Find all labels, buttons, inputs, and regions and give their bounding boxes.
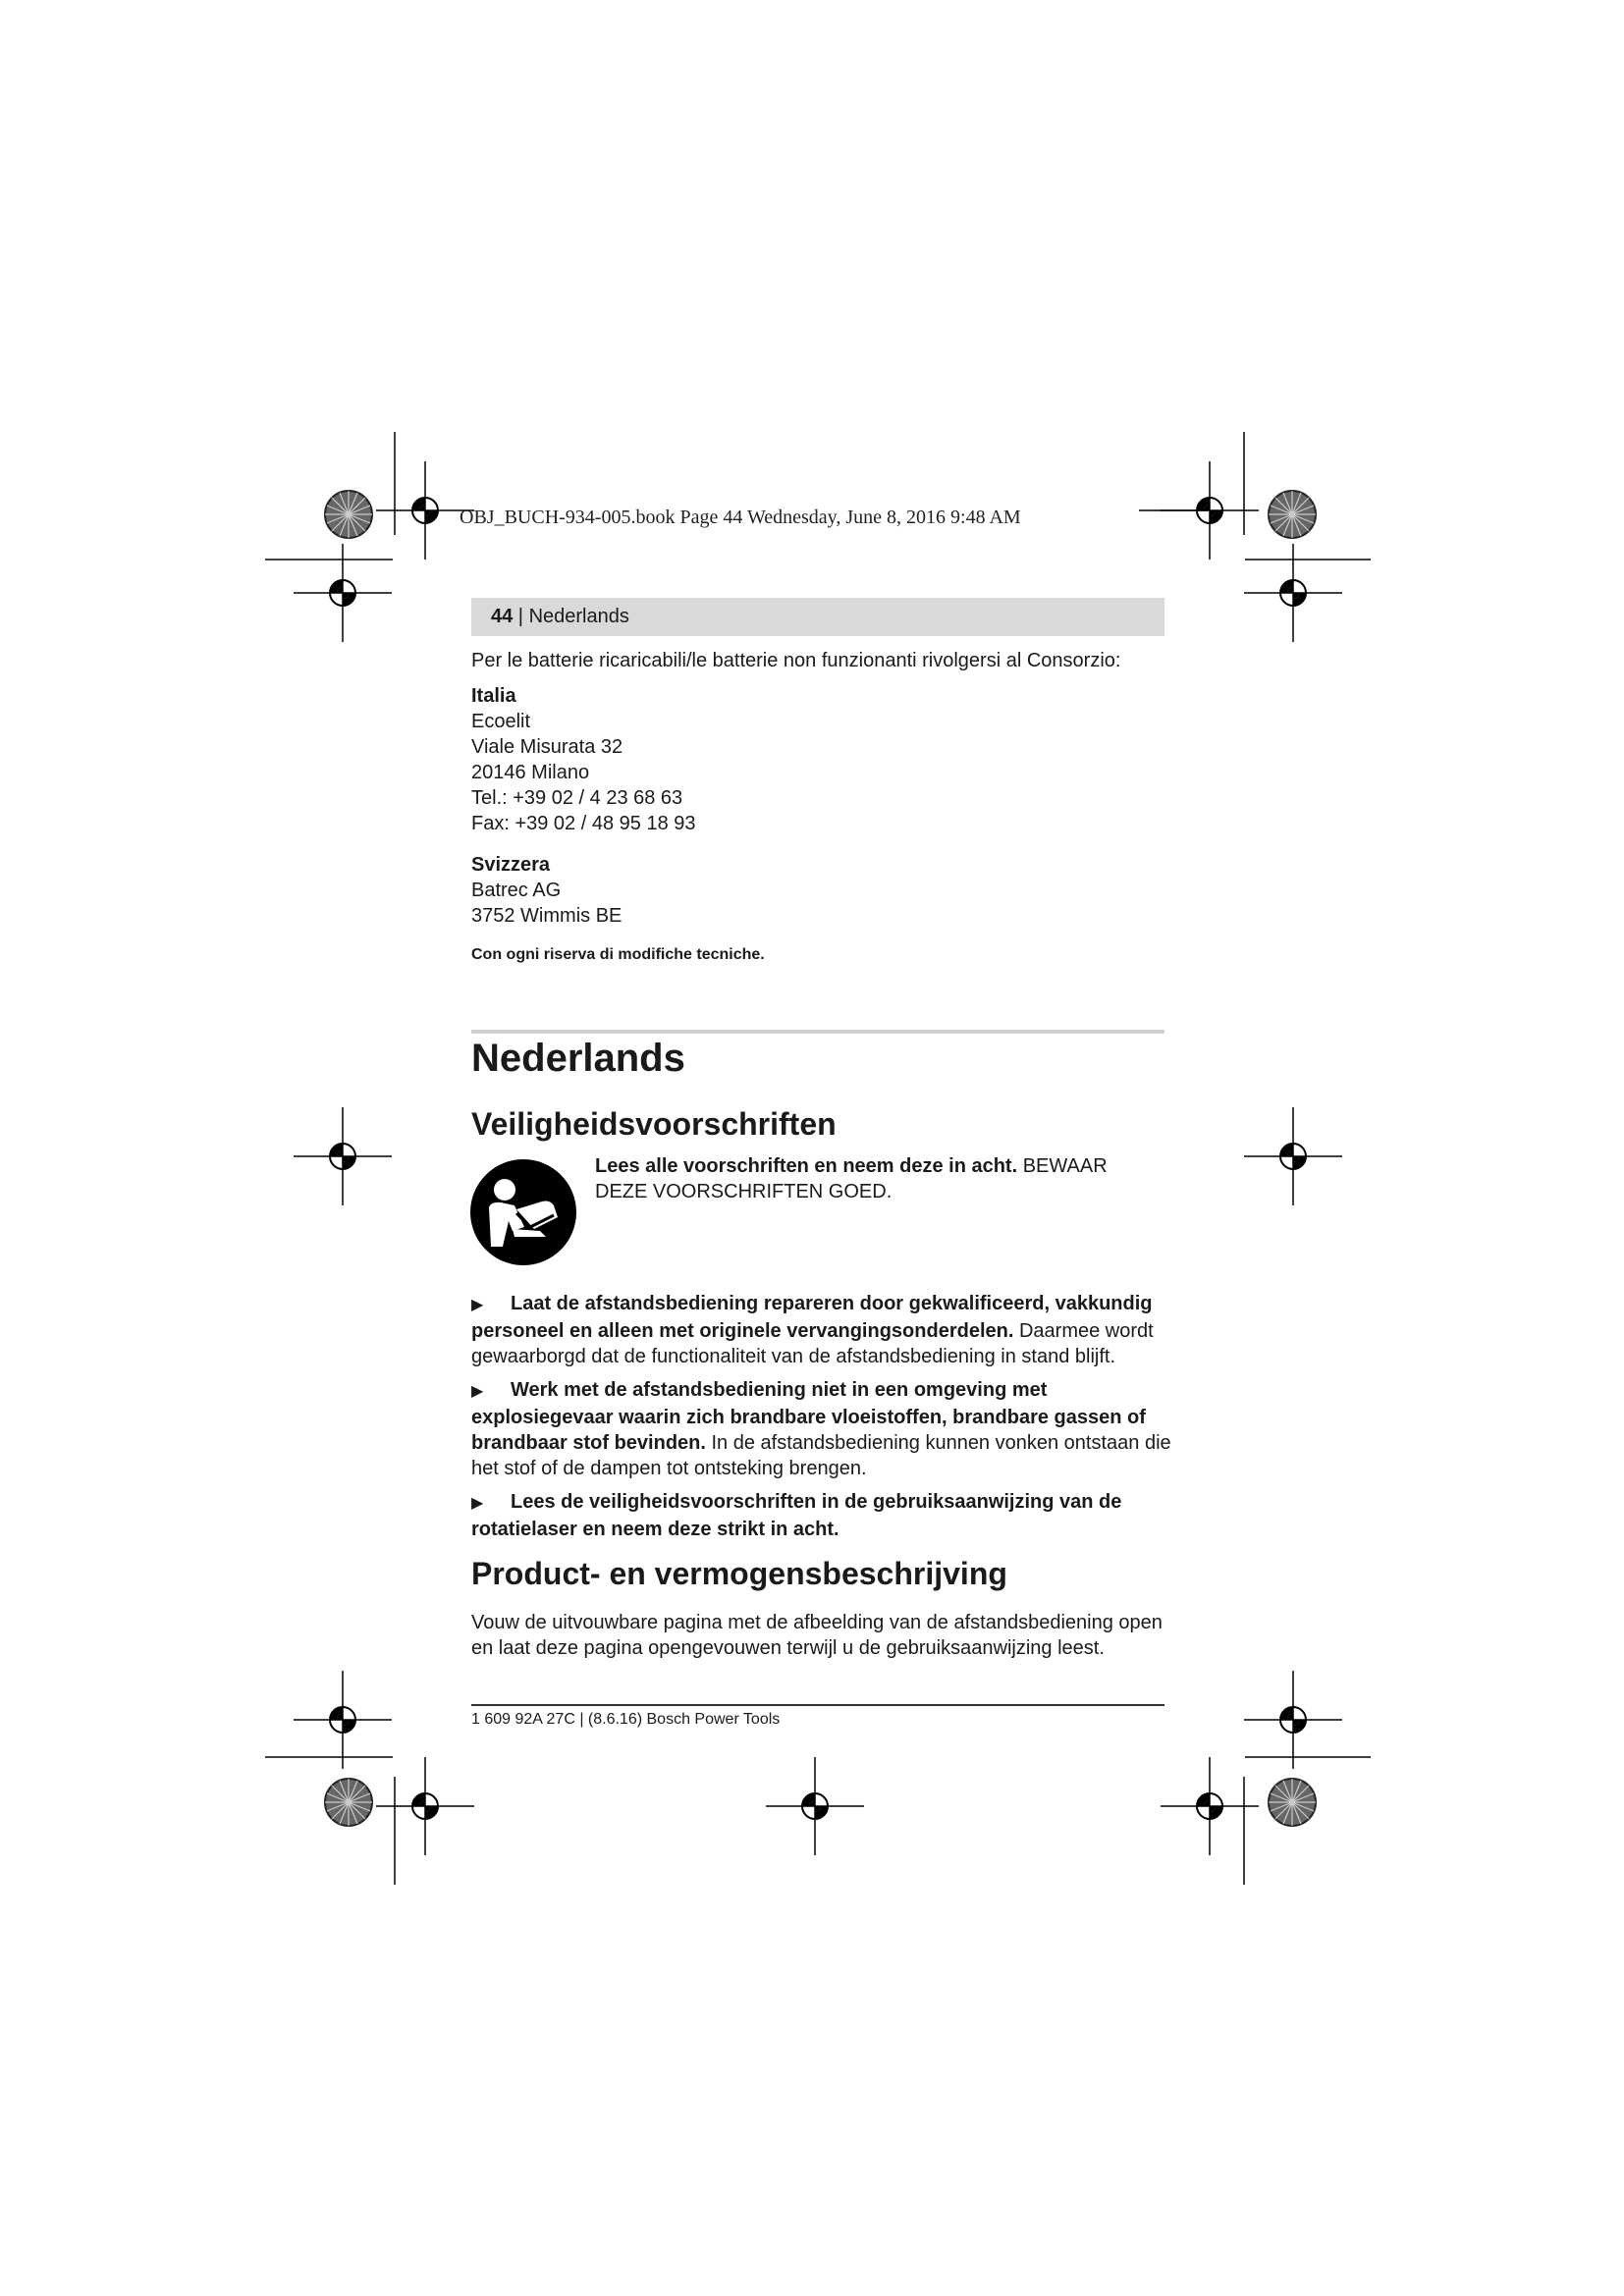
safety-bullet-list — [471, 1291, 1183, 1550]
safety-heading: Veiligheidsvoorschriften — [471, 1106, 837, 1142]
bullet-arrow-icon: ▶ — [471, 1383, 484, 1400]
read-instructions-rest: BEWAAR DEZE VOORSCHRIFTEN GOED. — [595, 1155, 1108, 1202]
bullet-rest: In de afstandsbediening kunnen vonken ontstaan die het stof of de dampen tot ontsteking brengen. — [471, 1432, 1171, 1479]
address-line: Viale Misurata 32 — [471, 736, 623, 758]
page-header — [471, 598, 1164, 636]
page-number: 44 — [491, 606, 514, 627]
list-item — [471, 1489, 1183, 1542]
intro-text: Per le batterie ricaricabili/le batterie non funzionanti rivolgersi al Consorzio: — [471, 650, 1121, 671]
address-line: Tel.: +39 02 / 4 23 68 63 — [471, 787, 683, 809]
list-item — [471, 1377, 1183, 1481]
address-line: Batrec AG — [471, 880, 562, 901]
bullet-bold: Werk met de afstandsbediening niet in een omgeving met explosiegevaar waarin zich brandbare vloeistoffen, brandbare gassen of brandbaar stof bevinden. — [471, 1379, 1146, 1454]
bullet-arrow-icon: ▶ — [471, 1495, 484, 1512]
address-line: 3752 Wimmis BE — [471, 905, 623, 927]
address-line: 20146 Milano — [471, 762, 590, 783]
country-label: Svizzera — [471, 854, 551, 876]
product-heading: Product- en vermogensbeschrijving — [471, 1556, 1007, 1591]
bullet-arrow-icon: ▶ — [471, 1297, 484, 1313]
header-section: Nederlands — [528, 606, 629, 627]
page-footer: 1 609 92A 27C | (8.6.16) Bosch Power Tools — [471, 1711, 781, 1728]
file-slug: OBJ_BUCH-934-005.book Page 44 Wednesday, June 8, 2016 9:48 AM — [460, 507, 1021, 528]
address-svizzera — [471, 852, 622, 929]
address-italia — [471, 683, 696, 836]
section-title: Nederlands — [471, 1037, 685, 1080]
address-line: Ecoelit — [471, 711, 531, 732]
technical-note: Con ogni riserva di modifiche tecniche. — [471, 946, 765, 963]
bullet-bold: Laat de afstandsbediening repareren door gekwalificeerd, vakkundig personeel en alleen met originele vervangingsonderdelen. — [471, 1293, 1153, 1342]
header-divider: | — [513, 606, 529, 627]
country-label: Italia — [471, 685, 516, 707]
read-manual-icon — [469, 1158, 577, 1266]
address-line: Fax: +39 02 / 48 95 18 93 — [471, 813, 696, 834]
bullet-rest: Daarmee wordt gewaarborgd dat de functionaliteit van de afstandsbediening in stand blijft. — [471, 1320, 1154, 1367]
bullet-bold: Lees de veiligheidsvoorschriften in de gebruiksaanwijzing van de rotatielaser en neem deze strikt in acht. — [471, 1491, 1122, 1540]
read-instructions-bold: Lees alle voorschriften en neem deze in acht. — [595, 1155, 1018, 1177]
list-item — [471, 1291, 1183, 1369]
product-text: Vouw de uitvouwbare pagina met de afbeelding van de afstandsbediening open en laat deze pagina opengevouwen terwijl u de gebruiksaanwijzing leest. — [471, 1612, 1163, 1659]
footer-rule — [471, 1704, 1164, 1706]
read-instructions-text — [595, 1153, 1145, 1204]
